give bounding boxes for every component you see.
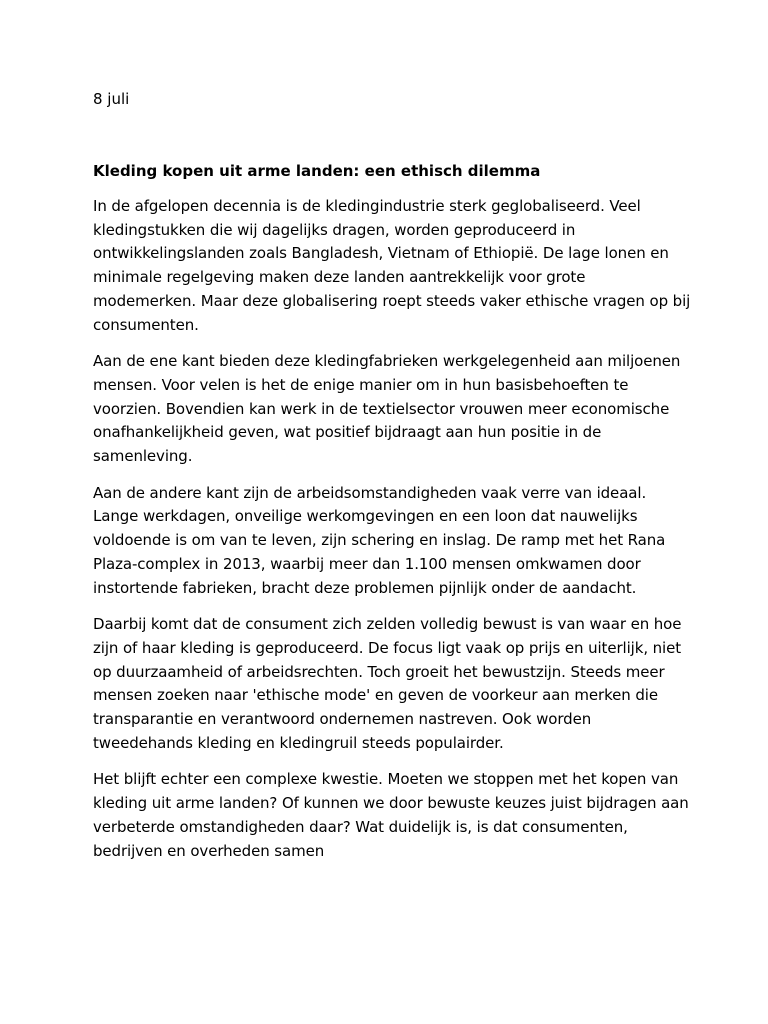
paragraph: In de afgelopen decennia is de kledingindustrie sterk geglobaliseerd. Veel kledingstukken die wij dagelijks dragen, worden geproduceerd in ontwikkelingslanden zoals Bangladesh, Vietnam of Ethiopië. De lage lonen en minimale regelgeving maken deze landen aantrekkelijk voor grote modemerken. Maar deze globalisering roept steeds vaker ethische vragen op bij consumenten. <box>93 197 691 334</box>
document-body <box>93 89 693 863</box>
document-title: Kleding kopen uit arme landen: een ethisch dilemma <box>93 162 541 180</box>
paragraph: Aan de ene kant bieden deze kledingfabrieken werkgelegenheid aan miljoenen mensen. Voor velen is het de enige manier om in hun basisbehoeften te voorzien. Bovendien kan werk in de textielsector vrouwen meer economische onafhankelijkheid geven, wat positief bijdraagt aan hun positie in de samenleving. <box>93 352 681 466</box>
paragraph: Het blijft echter een complexe kwestie. Moeten we stoppen met het kopen van kleding uit arme landen? Of kunnen we door bewuste keuzes juist bijdragen aan verbeterde omstandigheden daar? Wat duidelijk is, is dat consumenten, bedrijven en overheden samen <box>93 770 689 860</box>
document-date: 8 juli <box>93 90 130 108</box>
paragraph: Daarbij komt dat de consument zich zelden volledig bewust is van waar en hoe zijn of haar kleding is geproduceerd. De focus ligt vaak op prijs en uiterlijk, niet op duurzaamheid of arbeidsrechten. Toch groeit het bewustzijn. Steeds meer mensen zoeken naar 'ethische mode' en geven de voorkeur aan merken die transparantie en verantwoord ondernemen nastreven. Ook worden tweedehands kleding en kledingruil steeds populairder. <box>93 615 682 752</box>
paragraph: Aan de andere kant zijn de arbeidsomstandigheden vaak verre van ideaal. Lange werkdagen, onveilige werkomgevingen en een loon dat nauwelijks voldoende is om van te leven, zijn schering en inslag. De ramp met het Rana Plaza-complex in 2013, waarbij meer dan 1.100 mensen omkwamen door instortende fabrieken, bracht deze problemen pijnlijk onder de aandacht. <box>93 483 666 597</box>
